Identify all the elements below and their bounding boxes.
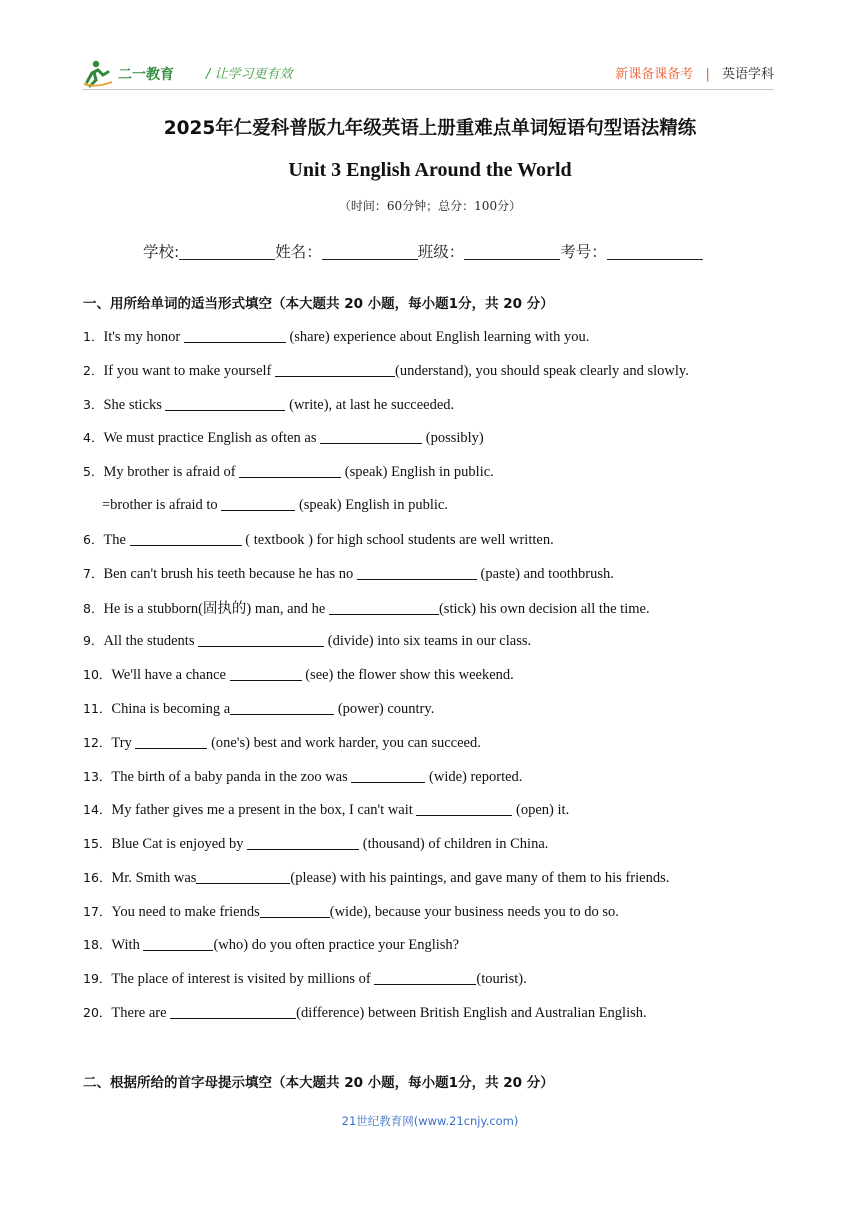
logo-icon <box>82 58 190 88</box>
answer-blank[interactable] <box>357 565 477 580</box>
answer-blank[interactable] <box>416 801 512 816</box>
question-8: 8．He is a stubborn(固执的) man, and he (stick) his own decision all the time. <box>83 601 650 617</box>
question-14: 14．My father gives me a present in the box, I can't wait (open) it. <box>83 802 570 818</box>
answer-blank[interactable] <box>374 970 476 985</box>
answer-blank[interactable] <box>230 700 334 715</box>
answer-blank[interactable] <box>196 869 290 884</box>
name-label: 姓名： <box>275 243 322 261</box>
answer-blank[interactable] <box>170 1004 296 1019</box>
question-2: 2．If you want to make yourself (understand), you should speak clearly and slowly. <box>83 363 689 379</box>
question-11: 11．China is becoming a (power) country. <box>83 701 435 717</box>
header-label: 新课备课备考 <box>615 67 694 82</box>
question-7: 7．Ben can't brush his teeth because he has no (paste) and toothbrush. <box>83 566 614 582</box>
school-label: 学校: <box>143 243 180 261</box>
page-title: 2025年仁爱科普版九年级英语上册重难点单词短语句型语法精练 <box>163 118 697 139</box>
section-1-heading: 一、用所给单词的适当形式填空（本大题共 20 小题，每小题1分，共 20 分） <box>83 296 554 312</box>
header-right <box>615 63 774 82</box>
question-18: 18．With (who) do you often practice your English? <box>83 937 460 953</box>
answer-blank[interactable] <box>351 768 425 783</box>
answer-blank[interactable] <box>221 496 295 511</box>
answer-blank[interactable] <box>230 666 302 681</box>
question-17: 17．You need to make friends (wide), because your business needs you to do so. <box>83 904 619 920</box>
question-5-rewrite: =brother is afraid to (speak) English in public. <box>102 497 448 513</box>
answer-blank[interactable] <box>329 600 439 615</box>
answer-blank[interactable] <box>239 463 341 478</box>
question-4: 4．We must practice English as often as (possibly) <box>83 430 484 446</box>
time-info: （时间：60分钟；总分：100分） <box>338 199 522 213</box>
header-subject: 英语学科 <box>721 67 774 82</box>
exam-number-blank[interactable] <box>607 243 703 260</box>
question-10: 10．We'll have a chance (see) the flower show this weekend. <box>83 667 514 683</box>
unit-title: Unit 3 English Around the World <box>288 159 572 181</box>
answer-blank[interactable] <box>260 903 330 918</box>
answer-blank[interactable] <box>143 936 213 951</box>
logo-text: 二一教育 <box>118 67 174 83</box>
header-divider <box>82 89 774 90</box>
question-1: 1．It's my honor (share) experience about English learning with you. <box>83 329 590 345</box>
header-separator: | <box>705 67 710 82</box>
answer-blank[interactable] <box>130 531 242 546</box>
answer-blank[interactable] <box>135 734 207 749</box>
question-6: 6．The ( textbook ) for high school students are well written. <box>83 532 554 548</box>
question-13: 13．The birth of a baby panda in the zoo was (wide) reported. <box>83 769 523 785</box>
answer-blank[interactable] <box>275 362 395 377</box>
question-16: 16．Mr. Smith was (please) with his paintings, and gave many of them to his friends. <box>83 870 670 886</box>
footer-link[interactable]: 21世纪教育网(www.21cnjy.com) <box>341 1114 519 1128</box>
question-15: 15．Blue Cat is enjoyed by (thousand) of children in China. <box>83 836 549 852</box>
section-2-heading: 二、根据所给的首字母提示填空（本大题共 20 小题，每小题1分，共 20 分） <box>83 1075 554 1091</box>
answer-blank[interactable] <box>247 835 359 850</box>
school-blank[interactable] <box>179 243 275 260</box>
question-3: 3．She sticks (write), at last he succeeded. <box>83 397 455 413</box>
student-info <box>143 240 703 262</box>
answer-blank[interactable] <box>184 328 286 343</box>
name-blank[interactable] <box>322 243 418 260</box>
exam-number-label: 考号： <box>560 243 607 261</box>
question-5: 5．My brother is afraid of (speak) English in public. <box>83 464 494 480</box>
question-12: 12．Try (one's) best and work harder, you can succeed. <box>83 735 481 751</box>
question-19: 19．The place of interest is visited by millions of (tourist). <box>83 971 527 987</box>
answer-blank[interactable] <box>320 429 422 444</box>
page-header <box>82 58 774 90</box>
class-label: 班级： <box>417 243 465 261</box>
question-20: 20．There are (difference) between British English and Australian English. <box>83 1005 647 1021</box>
answer-blank[interactable] <box>198 632 324 647</box>
slogan: / 让学习更有效 <box>206 67 293 82</box>
class-blank[interactable] <box>464 243 560 260</box>
answer-blank[interactable] <box>165 396 285 411</box>
question-9: 9．All the students (divide) into six teams in our class. <box>83 633 532 649</box>
